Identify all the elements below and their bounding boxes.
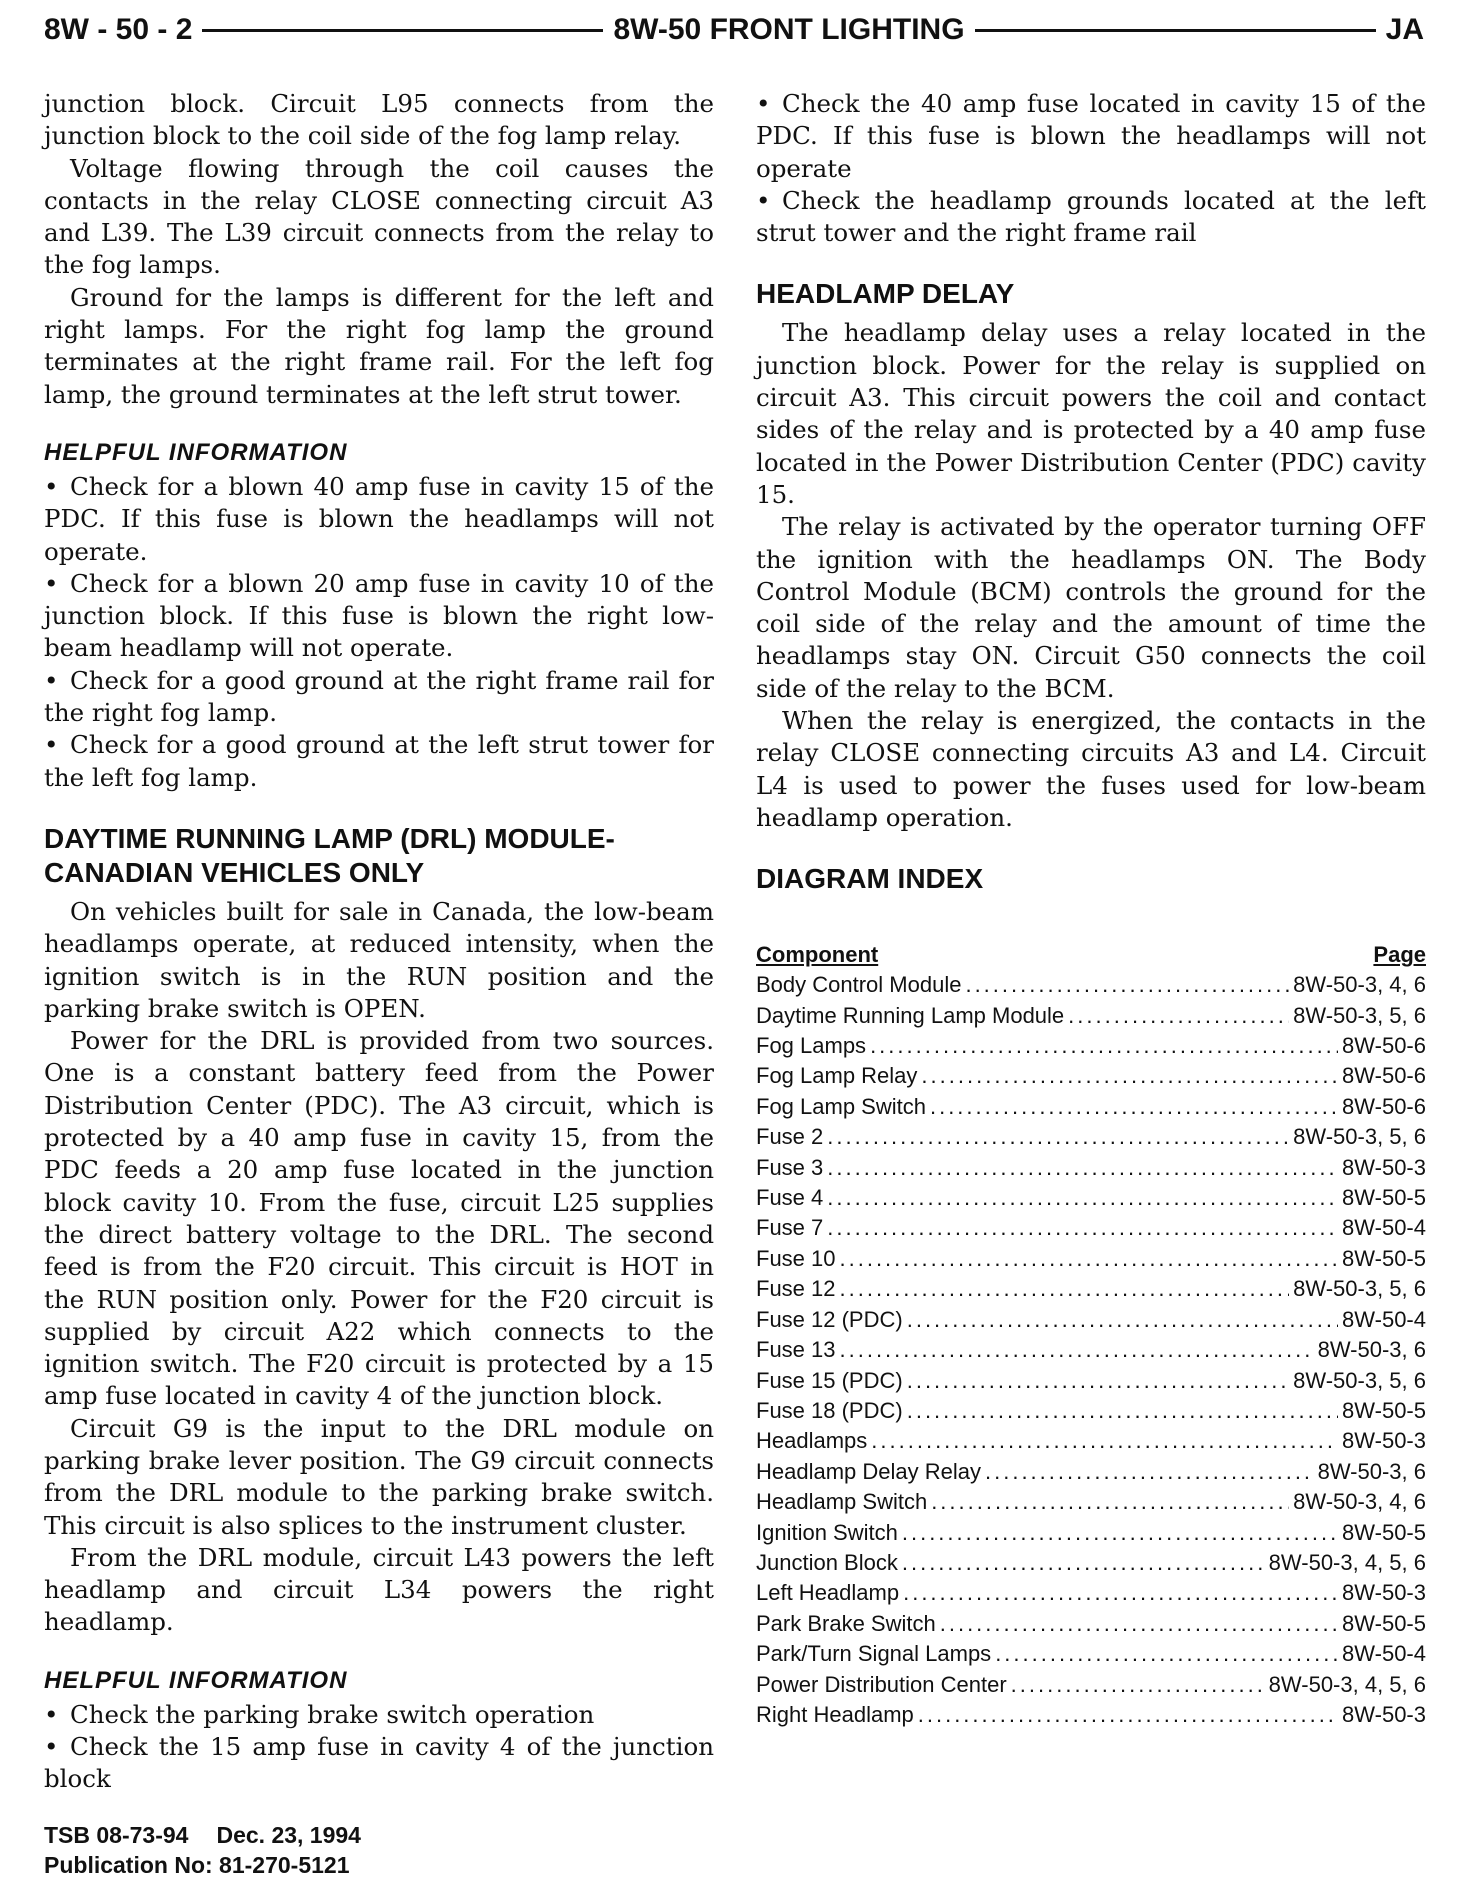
index-page: 8W-50-3, 5, 6 (1293, 1276, 1426, 1302)
index-page: 8W-50-3 (1342, 1580, 1426, 1606)
index-row (756, 1213, 1426, 1243)
index-component: Fuse 3 (756, 1154, 824, 1180)
index-page: 8W-50-6 (1342, 1033, 1426, 1059)
index-component: Power Distribution Center (756, 1671, 1007, 1697)
page-title: 8W-50 FRONT LIGHTING (613, 13, 965, 46)
paragraph: Ground for the lamps is different for the left and right lamps. For the right fog lamp the ground terminates at the right frame rail. For the left fog lamp, the ground terminates at the left strut tower. (44, 282, 714, 409)
tsb-date: Dec. 23, 1994 (216, 1822, 361, 1848)
index-component: Park/Turn Signal Lamps (756, 1641, 992, 1667)
index-row (756, 1700, 1426, 1730)
bullet-item: • Check for a good ground at the right frame rail for the right fog lamp. (44, 665, 714, 728)
header-rule-right (975, 29, 1376, 32)
paragraph: Power for the DRL is provided from two sources. One is a constant battery feed from the Power Distribution Center (PDC). The A3 circuit, which is protected by a 40 amp fuse in cavity 15, from the PDC feeds a 20 amp fuse located in the junction block cavity 10. From the fuse, circuit L25 supplies the direct battery voltage to the DRL. The second feed is from the F20 circuit. This circuit is HOT in the RUN position only. Power for the F20 circuit is supplied by circuit A22 which connects to the ignition switch. The F20 circuit is protected by a 15 amp fuse located in cavity 4 of the junction block. (44, 1026, 714, 1411)
index-page: 8W-50-6 (1342, 1063, 1426, 1089)
dot-leader (827, 1153, 1338, 1183)
index-component: Fuse 13 (756, 1337, 836, 1363)
dot-leader (907, 1366, 1289, 1396)
index-component: Fuse 12 (PDC) (756, 1306, 903, 1332)
index-page: 8W-50-5 (1342, 1245, 1426, 1271)
dot-leader (902, 1518, 1338, 1548)
paragraph: On vehicles built for sale in Canada, the low-beam headlamps operate, at reduced intensity, when the ignition switch is in the RUN position and the parking brake switch is OPEN. (44, 896, 714, 1023)
bullet-icon: • (44, 1732, 59, 1762)
index-component: Right Headlamp (756, 1701, 914, 1727)
index-component: Headlamp Delay Relay (756, 1458, 981, 1484)
index-page: 8W-50-5 (1342, 1519, 1426, 1545)
index-component: Fuse 18 (PDC) (756, 1397, 903, 1423)
bullet-item: • Check for a blown 40 amp fuse in cavity 15 of the PDC. If this fuse is blown the headlamps will not operate. (44, 471, 714, 566)
bullet-item: • Check the parking brake switch operation (44, 1699, 714, 1731)
bullet-icon: • (756, 185, 771, 215)
index-component: Ignition Switch (756, 1519, 898, 1545)
dot-leader (907, 1396, 1338, 1426)
dot-leader (902, 1548, 1265, 1578)
index-col-page: Page (1373, 942, 1426, 968)
bullet-icon: • (44, 471, 59, 501)
paragraph: Circuit G9 is the input to the DRL module on parking brake lever position. The G9 circuit connects from the DRL module to the parking brake switch. This circuit is also splices to the instrument cluster. (44, 1413, 714, 1540)
diagram-index-heading: DIAGRAM INDEX (756, 863, 984, 895)
index-component: Headlamps (756, 1428, 868, 1454)
index-component: Fog Lamp Relay (756, 1063, 918, 1089)
paragraph: Voltage flowing through the coil causes the contacts in the relay CLOSE connecting circuit A3 and L39. The L39 circuit connects from the relay to the fog lamps. (44, 153, 714, 280)
paragraph: From the DRL module, circuit L43 powers the left headlamp and circuit L34 powers the right headlamp. (44, 1542, 714, 1637)
dot-leader (965, 970, 1289, 1000)
index-component: Left Headlamp (756, 1580, 900, 1606)
headlamp-delay-heading: HEADLAMP DELAY (756, 278, 1015, 310)
index-component: Fuse 2 (756, 1124, 824, 1150)
dot-leader (870, 1031, 1338, 1061)
publication-number: Publication No: 81-270-5121 (44, 1852, 350, 1878)
index-page: 8W-50-3, 5, 6 (1293, 1367, 1426, 1393)
index-page: 8W-50-3, 4, 6 (1293, 972, 1426, 998)
bullet-item: • Check the 40 amp fuse located in cavity 15 of the PDC. If this fuse is blown the headlamps will not operate (756, 89, 1426, 183)
dot-leader (1011, 1670, 1265, 1700)
bullet-icon: • (44, 1699, 59, 1729)
index-page: 8W-50-3 (1342, 1154, 1426, 1180)
dot-leader (921, 1061, 1338, 1091)
index-row (756, 1122, 1426, 1152)
bullet-item: • Check for a good ground at the left strut tower for the left fog lamp. (44, 730, 714, 792)
index-row (756, 1396, 1426, 1426)
dot-leader (940, 1609, 1338, 1639)
index-row (756, 1061, 1426, 1091)
vehicle-code: JA (1385, 13, 1424, 46)
index-page: 8W-50-4 (1342, 1215, 1426, 1241)
index-page: 8W-50-3 (1342, 1428, 1426, 1454)
page-footer (44, 1820, 361, 1880)
bullet-item: • Check the headlamp grounds located at the left strut tower and the right frame rail (756, 185, 1426, 248)
index-page: 8W-50-6 (1342, 1093, 1426, 1119)
index-component: Daytime Running Lamp Module (756, 1002, 1065, 1028)
drl-section-heading: DAYTIME RUNNING LAMP (DRL) MODULE- CANADIAN VEHICLES ONLY (44, 822, 615, 888)
index-page: 8W-50-5 (1342, 1397, 1426, 1423)
index-component: Fuse 4 (756, 1185, 824, 1211)
index-component: Fuse 12 (756, 1276, 836, 1302)
paragraph: When the relay is energized, the contacts in the relay CLOSE connecting circuits A3 and L4. Circuit L4 is used to power the fuses used for low-beam headlamp operation. (756, 706, 1426, 832)
tsb-number: TSB 08-73-94 (44, 1822, 189, 1848)
dot-leader (985, 1457, 1314, 1487)
index-component: Headlamp Switch (756, 1489, 928, 1515)
dot-leader (827, 1213, 1338, 1243)
dot-leader (827, 1122, 1289, 1152)
index-page: 8W-50-3, 4, 5, 6 (1268, 1549, 1426, 1575)
index-row (756, 1609, 1426, 1639)
index-page: 8W-50-3, 6 (1317, 1337, 1426, 1363)
bullet-item: • Check for a blown 20 amp fuse in cavity 10 of the junction block. If this fuse is blown the right low-beam headlamp will not operate. (44, 568, 714, 663)
index-row (756, 1457, 1426, 1487)
diagram-index-table (756, 940, 1426, 1730)
index-page: 8W-50-5 (1342, 1185, 1426, 1211)
page-header (44, 10, 1424, 50)
paragraph: The relay is activated by the operator turning OFF the ignition with the headlamps ON. The Body Control Module (BCM) controls the ground for the coil side of the relay and the amount of time the headlamps stay ON. Circuit G50 connects the coil side of the relay to the BCM. (756, 512, 1426, 703)
index-page: 8W-50-3, 5, 6 (1293, 1124, 1426, 1150)
index-row (756, 1548, 1426, 1578)
helpful-information-heading: HELPFUL INFORMATION (44, 438, 348, 466)
bullet-item: • Check the 15 amp fuse in cavity 4 of the junction block (44, 1732, 714, 1794)
dot-leader (871, 1426, 1338, 1456)
right-column (756, 88, 1426, 1730)
index-page: 8W-50-5 (1342, 1610, 1426, 1636)
index-page: 8W-50-3, 5, 6 (1293, 1002, 1426, 1028)
header-rule-left (202, 29, 603, 32)
index-rows (756, 970, 1426, 1730)
index-row (756, 970, 1426, 1000)
index-row (756, 1518, 1426, 1548)
index-page: 8W-50-3, 4, 5, 6 (1268, 1671, 1426, 1697)
dot-leader (827, 1183, 1338, 1213)
index-component: Fog Lamps (756, 1033, 867, 1059)
bullet-icon: • (756, 89, 771, 118)
index-row (756, 1092, 1426, 1122)
index-row (756, 1031, 1426, 1061)
index-component: Body Control Module (756, 972, 962, 998)
bullet-icon: • (44, 568, 59, 598)
dot-leader (930, 1092, 1338, 1122)
dot-leader (995, 1639, 1338, 1669)
index-row (756, 1426, 1426, 1456)
dot-leader (1068, 1001, 1289, 1031)
page-number: 8W - 50 - 2 (44, 13, 193, 46)
index-page: 8W-50-3, 6 (1317, 1458, 1426, 1484)
index-component: Park Brake Switch (756, 1610, 936, 1636)
dot-leader (903, 1578, 1338, 1608)
dot-leader (840, 1335, 1314, 1365)
left-column (44, 88, 714, 1796)
index-row (756, 1183, 1426, 1213)
index-header-row (756, 940, 1426, 970)
index-row (756, 1274, 1426, 1304)
footer-tsb-line (44, 1820, 361, 1850)
index-row (756, 1305, 1426, 1335)
index-row (756, 1487, 1426, 1517)
index-row (756, 1153, 1426, 1183)
index-page: 8W-50-3 (1342, 1701, 1426, 1727)
index-component: Fog Lamp Switch (756, 1093, 926, 1119)
index-page: 8W-50-3, 4, 6 (1293, 1489, 1426, 1515)
helpful-information-heading: HELPFUL INFORMATION (44, 1666, 348, 1694)
index-component: Junction Block (756, 1549, 898, 1575)
index-row (756, 1244, 1426, 1274)
index-component: Fuse 10 (756, 1245, 836, 1271)
dot-leader (918, 1700, 1338, 1730)
index-row (756, 1639, 1426, 1669)
index-row (756, 1366, 1426, 1396)
index-row (756, 1670, 1426, 1700)
bullet-icon: • (44, 665, 59, 695)
index-component: Fuse 15 (PDC) (756, 1367, 903, 1393)
dot-leader (840, 1274, 1290, 1304)
dot-leader (840, 1244, 1339, 1274)
index-row (756, 1578, 1426, 1608)
paragraph: The headlamp delay uses a relay located in the junction block. Power for the relay is supplied on circuit A3. This circuit powers the coil and contact sides of the relay and is protected by a 40 amp fuse located in the Power Distribution Center (PDC) cavity 15. (756, 318, 1426, 509)
bullet-icon: • (44, 730, 59, 760)
dot-leader (931, 1487, 1289, 1517)
index-col-component: Component (756, 942, 879, 968)
index-page: 8W-50-4 (1342, 1306, 1426, 1332)
index-page: 8W-50-4 (1342, 1641, 1426, 1667)
paragraph: junction block. Circuit L95 connects from the junction block to the coil side of the fog lamp relay. (44, 89, 714, 151)
index-component: Fuse 7 (756, 1215, 824, 1241)
dot-leader (907, 1305, 1338, 1335)
index-row (756, 1335, 1426, 1365)
index-row (756, 1001, 1426, 1031)
